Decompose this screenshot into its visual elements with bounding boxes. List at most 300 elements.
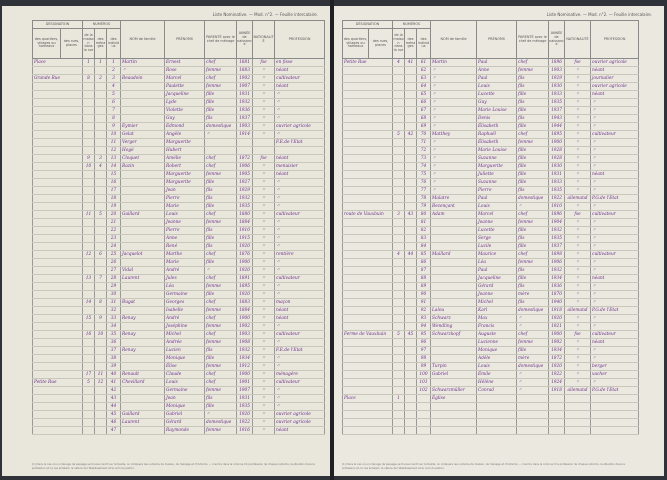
individual-number-cell: 33 (107, 315, 121, 323)
table-row (343, 147, 639, 155)
household-number-cell (405, 115, 417, 123)
table-row (33, 107, 325, 115)
profession-cell: 〃 (591, 291, 639, 299)
nationality-cell: 〃 (565, 323, 591, 331)
table-row (343, 299, 639, 307)
first-name-cell: Lucette (477, 91, 517, 99)
house-number-cell (83, 395, 95, 403)
profession-cell: 〃 (275, 115, 325, 123)
relation-cell: 〃 (517, 371, 549, 379)
relation-cell: femme (205, 323, 237, 331)
individual-number-cell: 26 (107, 259, 121, 267)
house-number-cell: 9 (83, 155, 95, 163)
place-cell (33, 195, 83, 203)
profession-cell: 〃 (591, 123, 639, 131)
household-number-cell (95, 99, 107, 107)
household-number-cell (405, 243, 417, 251)
table-row (343, 163, 639, 171)
table-row (33, 179, 325, 187)
parente-header: PARENTÉ avec le chef de ménage (517, 21, 549, 59)
surname-cell: Gaillard (121, 411, 165, 419)
first-name-cell: Max (477, 315, 517, 323)
first-name-cell: Paul (477, 75, 517, 83)
nationality-cell: 〃 (565, 267, 591, 275)
birth-year-cell: 1904 (549, 219, 565, 227)
place-cell (33, 259, 83, 267)
individual-number-cell (417, 427, 431, 435)
house-number-cell (393, 427, 405, 435)
surname-cell (431, 243, 477, 251)
surname-cell (121, 187, 165, 195)
household-number-cell (405, 203, 417, 211)
surname-cell: 〃 (431, 179, 477, 187)
house-number-cell (393, 291, 405, 299)
relation-cell: chef (517, 251, 549, 259)
place-cell (33, 283, 83, 291)
table-row (33, 267, 325, 275)
relation-cell: domestique (517, 363, 549, 371)
household-number-cell (95, 259, 107, 267)
surname-cell (431, 219, 477, 227)
house-number-cell (83, 307, 95, 315)
profession-cell: 〃 (275, 387, 325, 395)
place-cell (343, 411, 393, 419)
surname-cell: Bezençant (431, 203, 477, 211)
individual-number-cell: 47 (107, 427, 121, 435)
individual-number-cell: 92 (417, 307, 431, 315)
individual-number-cell: 68 (417, 115, 431, 123)
birth-year-cell: 1944 (549, 123, 565, 131)
nationality-cell: 〃 (253, 115, 275, 123)
table-row (33, 187, 325, 195)
household-number-cell (95, 219, 107, 227)
right-page (334, 6, 664, 476)
nationality-cell (565, 395, 591, 403)
table-row (343, 131, 639, 139)
house-number-cell (393, 139, 405, 147)
place-cell (343, 123, 393, 131)
profession-cell: néant (275, 315, 325, 323)
house-number-cell (393, 323, 405, 331)
surname-cell (121, 179, 165, 187)
first-name-cell: Paul (477, 59, 517, 67)
first-name-cell: René (165, 243, 205, 251)
individual-number-cell: 102 (417, 387, 431, 395)
first-name-cell: André (165, 315, 205, 323)
household-number-cell (405, 363, 417, 371)
house-number-cell (83, 387, 95, 395)
nationality-cell: 〃 (253, 315, 275, 323)
surname-cell: 〃 (431, 171, 477, 179)
household-number-cell (95, 91, 107, 99)
individual-number-cell: 86 (417, 259, 431, 267)
surname-cell (121, 283, 165, 291)
house-number-cell: 4 (393, 59, 405, 67)
house-number-cell (83, 147, 95, 155)
place-cell (33, 147, 83, 155)
household-number-cell (405, 227, 417, 235)
birth-year-cell: 1935 (549, 235, 565, 243)
profession-cell: 〃 (591, 355, 639, 363)
table-row (343, 355, 639, 363)
surname-cell: 〃 (431, 99, 477, 107)
table-row (343, 211, 639, 219)
place-cell (33, 115, 83, 123)
surname-cell: Turpin (431, 363, 477, 371)
profession-cell: 〃 (275, 323, 325, 331)
nationality-cell: 〃 (565, 203, 591, 211)
relation-cell: fille (205, 107, 237, 115)
individual-number-cell: 46 (107, 419, 121, 427)
profession-cell: ouvrier agricole (591, 59, 639, 67)
surname-cell (431, 419, 477, 427)
house-number-cell: 1 (393, 395, 405, 403)
birth-year-cell: 1905 (237, 171, 253, 179)
individual-number-cell: 34 (107, 323, 121, 331)
household-number-cell: 9 (95, 315, 107, 323)
table-row (343, 387, 639, 395)
household-number-cell (95, 115, 107, 123)
household-number-cell (95, 139, 107, 147)
birth-year-cell: 1900 (549, 139, 565, 147)
nationality-cell: 〃 (565, 299, 591, 307)
birth-year-cell: 1943 (549, 115, 565, 123)
profession-cell: 〃 (591, 267, 639, 275)
household-number-cell (95, 267, 107, 275)
first-name-cell (477, 395, 517, 403)
table-row (33, 323, 325, 331)
house-number-cell (83, 99, 95, 107)
individual-number-cell: 41 (107, 379, 121, 387)
profession-cell: F.E.de l'Etat (275, 347, 325, 355)
profession-cell: 〃 (591, 315, 639, 323)
birth-year-cell (237, 147, 253, 155)
house-number-cell: 12 (83, 251, 95, 259)
surname-cell (121, 291, 165, 299)
table-row (33, 203, 325, 211)
place-cell (33, 419, 83, 427)
individual-number-cell: 39 (107, 363, 121, 371)
nationality-cell: allemand (565, 387, 591, 395)
profession-cell: 〃 (591, 283, 639, 291)
place-cell (33, 427, 83, 435)
relation-cell: femme (517, 67, 549, 75)
house-number-cell (83, 427, 95, 435)
place-cell (343, 203, 393, 211)
surname-cell: 〃 (431, 91, 477, 99)
house-number-cell (83, 403, 95, 411)
profession-cell: 〃 (591, 379, 639, 387)
relation-cell: fils (205, 395, 237, 403)
surname-cell (121, 403, 165, 411)
surname-cell (431, 339, 477, 347)
household-number-cell (405, 403, 417, 411)
place-cell (33, 363, 83, 371)
table-row (343, 75, 639, 83)
house-number-cell: 10 (83, 163, 95, 171)
birth-year-cell: 1933 (549, 91, 565, 99)
profession-cell: 〃 (275, 267, 325, 275)
birth-year-cell: 1931 (237, 395, 253, 403)
household-number-cell (405, 171, 417, 179)
relation-cell: fils (517, 283, 549, 291)
birth-year-cell: 1921 (549, 323, 565, 331)
birth-year-cell: 1934 (237, 355, 253, 363)
nationality-cell: 〃 (565, 251, 591, 259)
profession-cell: 〃 (275, 395, 325, 403)
table-row (33, 251, 325, 259)
first-name-cell: Marie Louise (477, 107, 517, 115)
nationality-cell: 〃 (565, 315, 591, 323)
individual-number-cell: 12 (107, 147, 121, 155)
profession-cell: néant (275, 171, 325, 179)
birth-year-cell: 1932 (549, 227, 565, 235)
first-name-cell: Violette (165, 107, 205, 115)
profession-cell: néant (275, 155, 325, 163)
household-number-cell: 3 (95, 155, 107, 163)
profession-cell: cultivateur (275, 275, 325, 283)
place-cell (343, 115, 393, 123)
individual-number-cell: 98 (417, 355, 431, 363)
house-number-cell (83, 107, 95, 115)
census-table-left (32, 20, 325, 435)
place-cell (343, 131, 393, 139)
house-number-cell (393, 227, 405, 235)
surname-cell: Cloquet (121, 155, 165, 163)
profession-cell: 〃 (591, 235, 639, 243)
individual-number-cell: 78 (417, 195, 431, 203)
nationality-cell: 〃 (565, 243, 591, 251)
house-number-cell (393, 299, 405, 307)
individual-number-cell: 35 (107, 331, 121, 339)
birth-year-cell: 1895 (237, 283, 253, 291)
first-name-cell: Auguste (477, 331, 517, 339)
table-row (33, 227, 325, 235)
nationality-cell: 〃 (565, 339, 591, 347)
surname-cell: Schwarz (431, 315, 477, 323)
nationality-cell: 〃 (565, 163, 591, 171)
first-name-cell: Monique (477, 347, 517, 355)
individual-number-cell: 82 (417, 227, 431, 235)
place-cell (343, 67, 393, 75)
profession-cell: 〃 (275, 243, 325, 251)
first-name-cell: Marie Louise (477, 147, 517, 155)
individual-number-cell: 15 (107, 171, 121, 179)
house-number-cell (393, 347, 405, 355)
table-row (343, 99, 639, 107)
table-row (33, 403, 325, 411)
individual-number-cell (417, 403, 431, 411)
surname-cell: 〃 (431, 67, 477, 75)
surname-cell (121, 235, 165, 243)
birth-year-cell: 1884 (237, 307, 253, 315)
surname-cell (121, 203, 165, 211)
birth-year-cell: 1936 (549, 283, 565, 291)
relation-cell: 〃 (517, 323, 549, 331)
profession-cell: 〃 (591, 99, 639, 107)
birth-year-cell: 1922 (237, 419, 253, 427)
table-row (343, 123, 639, 131)
birth-year-cell: 1935 (549, 187, 565, 195)
house-number-cell (393, 283, 405, 291)
household-number-cell (405, 91, 417, 99)
surname-cell (121, 259, 165, 267)
household-number-cell (95, 347, 107, 355)
relation-cell: chef (205, 155, 237, 163)
table-row (343, 139, 639, 147)
table-row (33, 347, 325, 355)
nationality-cell: 〃 (253, 131, 275, 139)
nationality-cell: 〃 (253, 283, 275, 291)
individual-number-cell: 43 (107, 395, 121, 403)
first-name-cell (477, 419, 517, 427)
maison-header: de la maison dans la rue (83, 29, 95, 59)
first-name-cell: Marguerite (165, 171, 205, 179)
first-name-cell: Hubert (165, 147, 205, 155)
place-cell (343, 91, 393, 99)
table-row (343, 347, 639, 355)
house-number-cell (393, 243, 405, 251)
first-name-cell: Francis (477, 323, 517, 331)
surname-cell (121, 355, 165, 363)
house-number-cell: 13 (83, 275, 95, 283)
household-number-cell (405, 307, 417, 315)
household-number-cell (95, 107, 107, 115)
relation-cell: fils (517, 75, 549, 83)
relation-cell: chef (517, 211, 549, 219)
birth-year-cell: 1928 (549, 147, 565, 155)
house-number-cell (393, 355, 405, 363)
profession-cell: 〃 (591, 219, 639, 227)
individual-number-cell: 66 (417, 99, 431, 107)
table-row (33, 315, 325, 323)
table-row (343, 283, 639, 291)
relation-cell: fille (205, 235, 237, 243)
house-number-cell (83, 91, 95, 99)
first-name-cell: Anne (477, 67, 517, 75)
table-row (33, 291, 325, 299)
table-row (33, 243, 325, 251)
birth-year-cell: 1932 (237, 347, 253, 355)
profession-cell: journalier (591, 75, 639, 83)
table-row (343, 363, 639, 371)
nationality-cell (253, 139, 275, 147)
surname-cell: Hogé (121, 147, 165, 155)
place-cell (343, 251, 393, 259)
house-number-cell: 5 (393, 131, 405, 139)
nationality-cell (565, 419, 591, 427)
household-number-cell (405, 427, 417, 435)
birth-year-cell: 1922 (549, 371, 565, 379)
surname-cell: 〃 (431, 187, 477, 195)
house-number-cell (83, 355, 95, 363)
house-number-cell (83, 171, 95, 179)
household-number-cell (405, 67, 417, 75)
house-number-cell: 3 (393, 211, 405, 219)
place-cell (33, 307, 83, 315)
table-row (33, 275, 325, 283)
individual-number-cell: 2 (107, 67, 121, 75)
household-number-cell (95, 187, 107, 195)
house-number-cell (83, 267, 95, 275)
household-number-cell (405, 395, 417, 403)
individual-number-cell: 11 (107, 139, 121, 147)
household-number-cell: 12 (95, 379, 107, 387)
house-number-cell: 8 (83, 75, 95, 83)
first-name-cell: Georges (165, 299, 205, 307)
surname-cell (121, 243, 165, 251)
place-cell (33, 187, 83, 195)
table-row (33, 371, 325, 379)
individual-number-cell: 44 (107, 403, 121, 411)
left-page (2, 6, 330, 476)
first-name-cell: Marcel (165, 75, 205, 83)
profession-cell: 〃 (275, 179, 325, 187)
relation-cell: fille (205, 91, 237, 99)
relation-cell: fille (205, 203, 237, 211)
profession-cell: 〃 (591, 187, 639, 195)
surname-cell (431, 227, 477, 235)
nationality-cell: 〃 (253, 83, 275, 91)
household-number-cell (95, 131, 107, 139)
household-number-cell (95, 123, 107, 131)
nationality-cell: 〃 (565, 363, 591, 371)
table-row (33, 123, 325, 131)
first-name-cell: Edmond (165, 123, 205, 131)
individual-number-cell: 65 (417, 91, 431, 99)
individual-number-cell: 90 (417, 291, 431, 299)
first-name-cell: Isabelle (165, 307, 205, 315)
relation-cell: chef (205, 211, 237, 219)
place-cell: Place (33, 59, 83, 67)
surname-cell: Adam (431, 211, 477, 219)
relation-cell: fils (205, 195, 237, 203)
nationality-cell: 〃 (253, 195, 275, 203)
table-row (343, 83, 639, 91)
surname-cell: 〃 (431, 163, 477, 171)
house-number-cell (83, 243, 95, 251)
house-number-cell (83, 347, 95, 355)
nationality-cell: 〃 (253, 387, 275, 395)
surname-cell (431, 299, 477, 307)
surname-cell: Jacquelot (121, 251, 165, 259)
surname-cell: Malatre (431, 195, 477, 203)
house-number-cell (393, 387, 405, 395)
birth-year-cell: 1880 (237, 211, 253, 219)
household-number-cell (405, 259, 417, 267)
first-name-cell: Suzanne (477, 179, 517, 187)
first-name-cell: Élise (165, 363, 205, 371)
nationality-cell: fse (565, 211, 591, 219)
surname-cell: Gabriel (431, 371, 477, 379)
nationality-cell: 〃 (565, 123, 591, 131)
birth-year-cell (549, 419, 565, 427)
first-name-cell: Andrée (165, 339, 205, 347)
individual-number-cell: 36 (107, 339, 121, 347)
surname-cell: 〃 (431, 155, 477, 163)
house-number-cell (393, 267, 405, 275)
table-row (343, 331, 639, 339)
quartiers-header: des quartiers, villages ou hameaux (33, 29, 61, 59)
house-number-cell: 11 (83, 211, 95, 219)
individual-number-cell: 27 (107, 267, 121, 275)
table-row (343, 291, 639, 299)
table-row (343, 315, 639, 323)
household-number-cell (95, 195, 107, 203)
first-name-cell: Rose (165, 67, 205, 75)
household-number-cell (95, 387, 107, 395)
individual-number-cell: 99 (417, 363, 431, 371)
